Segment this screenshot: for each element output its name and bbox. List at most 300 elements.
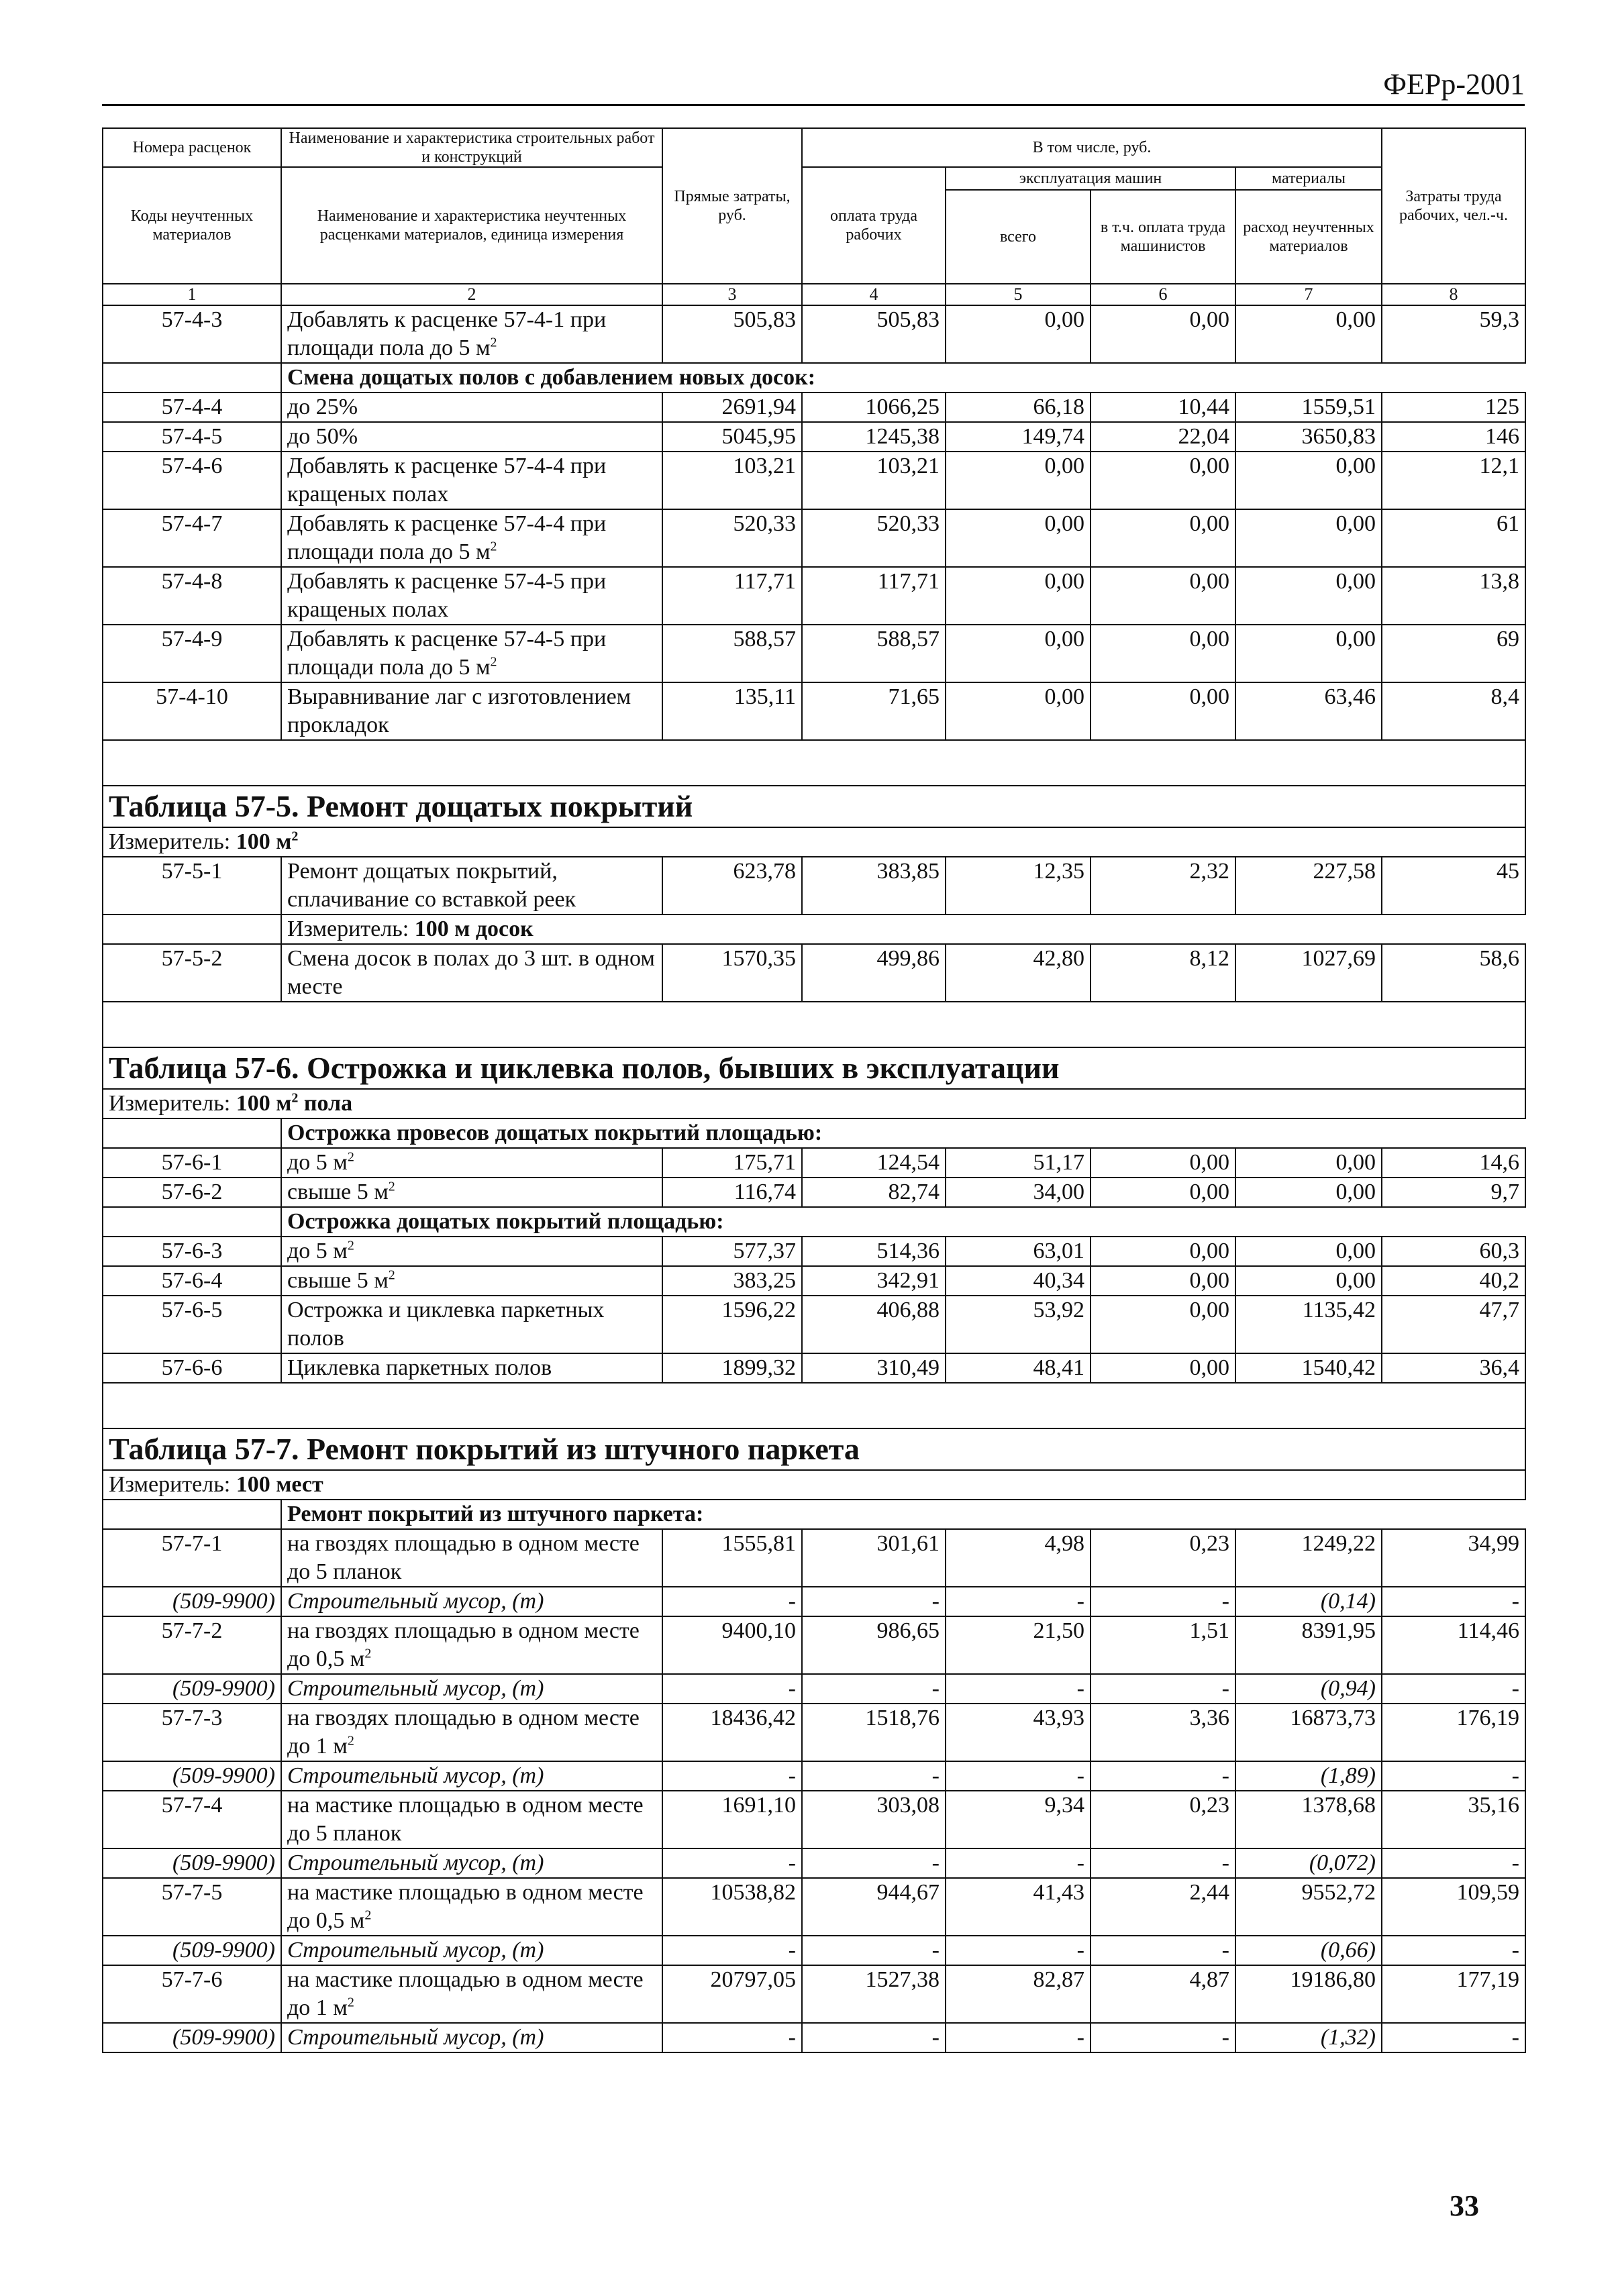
superscript: 2	[490, 539, 497, 554]
work-description	[281, 1704, 662, 1761]
rate-code: 57-4-6	[103, 452, 281, 509]
value-cell: 0,00	[1235, 1266, 1382, 1296]
value-cell: 301,61	[802, 1529, 946, 1587]
value-cell: 0,00	[946, 509, 1091, 567]
value-cell: 60,3	[1382, 1237, 1525, 1266]
rate-row	[103, 1237, 1525, 1266]
value-cell: -	[1382, 1936, 1525, 1965]
spacer-cell	[103, 1002, 1525, 1047]
value-cell: 1540,42	[1235, 1353, 1382, 1383]
value-cell: -	[946, 1761, 1091, 1791]
col1-bottom-header: Коды неучтенных материалов	[103, 167, 281, 284]
unit-value: 100 мест	[236, 1472, 323, 1497]
superscript: 2	[388, 1179, 395, 1194]
empty-cell	[103, 1500, 281, 1529]
value-cell: -	[662, 1936, 802, 1965]
description-text: на гвоздях площадью в одном месте до 0,5 м	[287, 1618, 640, 1671]
value-cell: 1,51	[1091, 1616, 1235, 1674]
direct-costs-header: Прямые затраты, руб.	[662, 128, 802, 284]
section-row	[103, 1118, 1525, 1148]
section-heading: Острожка провесов дощатых покрытий площадью:	[281, 1118, 1525, 1148]
description-text: Строительный мусор, (т)	[287, 1938, 544, 1963]
value-cell: 125	[1382, 393, 1525, 422]
material-code: (509-9900)	[103, 1761, 281, 1791]
rate-row	[103, 452, 1525, 509]
rate-row	[103, 1965, 1525, 2023]
rate-row	[103, 1178, 1525, 1207]
column-numbers-row	[103, 284, 1525, 305]
rate-row	[103, 1353, 1525, 1383]
value-cell: 1596,22	[662, 1296, 802, 1353]
work-description	[281, 509, 662, 567]
work-description	[281, 422, 662, 452]
value-cell: -	[946, 2023, 1091, 2052]
document-code-header	[102, 67, 1525, 106]
material-row	[103, 1936, 1525, 1965]
value-cell: 45	[1382, 857, 1525, 915]
value-cell: 3650,83	[1235, 422, 1382, 452]
value-cell: (0,94)	[1235, 1674, 1382, 1704]
value-cell: -	[946, 1936, 1091, 1965]
work-description	[281, 682, 662, 740]
value-cell: 8,12	[1091, 944, 1235, 1002]
rate-row	[103, 1296, 1525, 1353]
empty-cell	[103, 1118, 281, 1148]
table-title: Таблица 57-5. Ремонт дощатых покрытий	[103, 786, 1525, 827]
rate-row	[103, 857, 1525, 915]
value-cell: 9552,72	[1235, 1878, 1382, 1936]
description-text: на мастике площадью в одном месте до 1 м	[287, 1967, 644, 2020]
value-cell: 2,32	[1091, 857, 1235, 915]
measure-unit-row	[103, 1089, 1525, 1118]
superscript: 2	[364, 1908, 372, 1923]
value-cell: (0,072)	[1235, 1848, 1382, 1878]
unit-value: 100 м	[236, 1091, 292, 1116]
value-cell: -	[946, 1674, 1091, 1704]
work-description	[281, 1148, 662, 1178]
rate-row	[103, 1529, 1525, 1587]
superscript: 2	[490, 335, 497, 350]
value-cell: 0,00	[1235, 625, 1382, 682]
rate-code: 57-4-5	[103, 422, 281, 452]
rate-code: 57-6-4	[103, 1266, 281, 1296]
work-description	[281, 305, 662, 363]
table-header	[103, 128, 1525, 305]
column-number: 6	[1091, 284, 1235, 305]
column-number: 1	[103, 284, 281, 305]
value-cell: 149,74	[946, 422, 1091, 452]
unit-tail: пола	[298, 1091, 353, 1116]
value-cell: 8,4	[1382, 682, 1525, 740]
rate-row	[103, 944, 1525, 1002]
value-cell: -	[1091, 1587, 1235, 1616]
description-text: свыше 5 м	[287, 1180, 389, 1204]
table-title-row	[103, 1047, 1525, 1089]
superscript: 2	[490, 654, 497, 670]
value-cell: 0,00	[946, 625, 1091, 682]
description-text: Строительный мусор, (т)	[287, 1676, 544, 1701]
value-cell: -	[662, 1761, 802, 1791]
rate-row	[103, 567, 1525, 625]
value-cell: 34,00	[946, 1178, 1091, 1207]
empty-cell	[103, 915, 281, 944]
value-cell: 986,65	[802, 1616, 946, 1674]
table-title-row	[103, 786, 1525, 827]
value-cell: -	[802, 1848, 946, 1878]
value-cell: 5045,95	[662, 422, 802, 452]
value-cell: 135,11	[662, 682, 802, 740]
value-cell: -	[802, 1936, 946, 1965]
value-cell: 36,4	[1382, 1353, 1525, 1383]
value-cell: 116,74	[662, 1178, 802, 1207]
materials-header: материалы	[1235, 167, 1382, 190]
value-cell: 499,86	[802, 944, 946, 1002]
value-cell: 1570,35	[662, 944, 802, 1002]
work-description	[281, 393, 662, 422]
value-cell: (1,32)	[1235, 2023, 1382, 2052]
work-description	[281, 1616, 662, 1674]
in-total-header: В том числе, руб.	[802, 128, 1382, 167]
material-description	[281, 1761, 662, 1791]
material-row	[103, 1674, 1525, 1704]
unit-label: Измеритель:	[109, 829, 236, 854]
value-cell: 0,00	[1091, 1148, 1235, 1178]
column-number: 3	[662, 284, 802, 305]
value-cell: 1899,32	[662, 1353, 802, 1383]
value-cell: 61	[1382, 509, 1525, 567]
value-cell: 0,00	[1235, 1148, 1382, 1178]
column-number: 2	[281, 284, 662, 305]
value-cell: 623,78	[662, 857, 802, 915]
description-text: Выравнивание лаг с изготовлением прокладок	[287, 684, 631, 737]
empty-cell	[103, 363, 281, 393]
value-cell: 22,04	[1091, 422, 1235, 452]
value-cell: 0,00	[1235, 452, 1382, 509]
description-text: на гвоздях площадью в одном месте до 1 м	[287, 1706, 640, 1759]
value-cell: 0,00	[1091, 509, 1235, 567]
rate-code: 57-6-6	[103, 1353, 281, 1383]
value-cell: 146	[1382, 422, 1525, 452]
value-cell: 82,74	[802, 1178, 946, 1207]
rate-code: 57-6-5	[103, 1296, 281, 1353]
value-cell: (1,89)	[1235, 1761, 1382, 1791]
material-description	[281, 1587, 662, 1616]
table-body	[103, 305, 1525, 2052]
column-number: 4	[802, 284, 946, 305]
value-cell: 1691,10	[662, 1791, 802, 1848]
value-cell: 1518,76	[802, 1704, 946, 1761]
value-cell: 66,18	[946, 393, 1091, 422]
empty-cell	[103, 1207, 281, 1237]
column-number: 7	[1235, 284, 1382, 305]
value-cell: 9400,10	[662, 1616, 802, 1674]
value-cell: 177,19	[1382, 1965, 1525, 2023]
value-cell: 0,00	[1091, 1178, 1235, 1207]
value-cell: 82,87	[946, 1965, 1091, 2023]
table-title: Таблица 57-6. Острожка и циклевка полов, бывших в эксплуатации	[103, 1047, 1525, 1089]
superscript: 2	[347, 1733, 354, 1749]
value-cell: 0,00	[1091, 1266, 1235, 1296]
work-description	[281, 1178, 662, 1207]
value-cell: 63,46	[1235, 682, 1382, 740]
value-cell: 13,8	[1382, 567, 1525, 625]
measure-unit	[103, 1089, 1525, 1118]
machines-header: эксплуатация машин	[946, 167, 1235, 190]
work-description	[281, 1266, 662, 1296]
section-row	[103, 363, 1525, 393]
value-cell: (0,14)	[1235, 1587, 1382, 1616]
material-row	[103, 1761, 1525, 1791]
material-description	[281, 1848, 662, 1878]
rate-row	[103, 1704, 1525, 1761]
value-cell: 103,21	[662, 452, 802, 509]
page-number: 33	[1450, 2189, 1479, 2222]
value-cell: 505,83	[802, 305, 946, 363]
description-text: Строительный мусор, (т)	[287, 2025, 544, 2050]
description-text: до 25%	[287, 395, 358, 419]
description-text: на мастике площадью в одном месте до 0,5 м	[287, 1880, 644, 1933]
value-cell: -	[1091, 1848, 1235, 1878]
rates-table	[102, 127, 1526, 2053]
description-text: Добавлять к расценке 57-4-5 при площади пола до 5 м	[287, 627, 607, 680]
rate-row	[103, 509, 1525, 567]
value-cell: 48,41	[946, 1353, 1091, 1383]
value-cell: 19186,80	[1235, 1965, 1382, 2023]
value-cell: 0,00	[946, 305, 1091, 363]
col1-top-header: Номера расценок	[103, 128, 281, 167]
material-code: (509-9900)	[103, 2023, 281, 2052]
work-description	[281, 1529, 662, 1587]
value-cell: -	[1091, 1936, 1235, 1965]
value-cell: 1245,38	[802, 422, 946, 452]
value-cell: -	[1091, 1761, 1235, 1791]
description-text: Добавлять к расценке 57-4-4 при кращеных полах	[287, 454, 607, 507]
value-cell: 0,00	[1091, 452, 1235, 509]
value-cell: -	[802, 1761, 946, 1791]
measure-unit-row	[103, 1470, 1525, 1500]
material-code: (509-9900)	[103, 1674, 281, 1704]
description-text: свыше 5 м	[287, 1268, 389, 1293]
value-cell: 0,23	[1091, 1791, 1235, 1848]
value-cell: -	[1091, 1674, 1235, 1704]
material-code: (509-9900)	[103, 1848, 281, 1878]
value-cell: 43,93	[946, 1704, 1091, 1761]
value-cell: 0,00	[1091, 1353, 1235, 1383]
value-cell: 310,49	[802, 1353, 946, 1383]
table-title: Таблица 57-7. Ремонт покрытий из штучного паркета	[103, 1428, 1525, 1470]
rate-code: 57-5-1	[103, 857, 281, 915]
work-description	[281, 1878, 662, 1936]
value-cell: 10538,82	[662, 1878, 802, 1936]
value-cell: 505,83	[662, 305, 802, 363]
description-text: Строительный мусор, (т)	[287, 1850, 544, 1875]
material-code: (509-9900)	[103, 1587, 281, 1616]
rate-code: 57-4-7	[103, 509, 281, 567]
value-cell: 47,7	[1382, 1296, 1525, 1353]
superscript: 2	[364, 1646, 372, 1661]
value-cell: -	[662, 1848, 802, 1878]
value-cell: 0,00	[1235, 509, 1382, 567]
value-cell: 2691,94	[662, 393, 802, 422]
rate-row	[103, 393, 1525, 422]
description-text: Острожка и циклевка паркетных полов	[287, 1298, 605, 1351]
material-row	[103, 2023, 1525, 2052]
superscript: 2	[388, 1267, 395, 1283]
unit-heading	[281, 915, 1525, 944]
work-description	[281, 1791, 662, 1848]
value-cell: 0,00	[1235, 1178, 1382, 1207]
superscript: 2	[347, 1149, 354, 1165]
value-cell: 176,19	[1382, 1704, 1525, 1761]
value-cell: 0,23	[1091, 1529, 1235, 1587]
value-cell: 0,00	[1091, 567, 1235, 625]
rate-code: 57-4-10	[103, 682, 281, 740]
work-description	[281, 944, 662, 1002]
value-cell: 0,00	[1235, 1237, 1382, 1266]
work-description	[281, 452, 662, 509]
value-cell: 9,34	[946, 1791, 1091, 1848]
doc-code: ФЕРр-2001	[1383, 68, 1525, 101]
value-cell: -	[946, 1587, 1091, 1616]
rate-row	[103, 1266, 1525, 1296]
value-cell: 12,1	[1382, 452, 1525, 509]
value-cell: 18436,42	[662, 1704, 802, 1761]
spacer-cell	[103, 740, 1525, 786]
value-cell: -	[1382, 1674, 1525, 1704]
value-cell: 1555,81	[662, 1529, 802, 1587]
value-cell: -	[802, 1587, 946, 1616]
rate-code: 57-7-6	[103, 1965, 281, 2023]
value-cell: 16873,73	[1235, 1704, 1382, 1761]
work-description	[281, 1965, 662, 2023]
rate-code: 57-4-8	[103, 567, 281, 625]
value-cell: 0,00	[946, 567, 1091, 625]
work-description	[281, 567, 662, 625]
value-cell: -	[802, 2023, 946, 2052]
column-number: 5	[946, 284, 1091, 305]
value-cell: 103,21	[802, 452, 946, 509]
value-cell: 14,6	[1382, 1148, 1525, 1178]
value-cell: 0,00	[946, 682, 1091, 740]
value-cell: 51,17	[946, 1148, 1091, 1178]
value-cell: -	[662, 1587, 802, 1616]
section-heading: Острожка дощатых покрытий площадью:	[281, 1207, 1525, 1237]
description-text: до 50%	[287, 424, 358, 449]
measure-unit	[103, 1470, 1525, 1500]
value-cell: 1066,25	[802, 393, 946, 422]
work-description	[281, 1296, 662, 1353]
superscript: 2	[291, 829, 299, 844]
value-cell: 41,43	[946, 1878, 1091, 1936]
value-cell: 588,57	[662, 625, 802, 682]
work-description	[281, 1353, 662, 1383]
column-number: 8	[1382, 284, 1525, 305]
measure-unit-row	[103, 827, 1525, 857]
value-cell: 0,00	[1091, 305, 1235, 363]
description-text: Ремонт дощатых покрытий, сплачивание со вставкой реек	[287, 859, 576, 912]
rate-code: 57-7-5	[103, 1878, 281, 1936]
col2-top-header: Наименование и характеристика строительных работ и конструкций	[281, 128, 662, 167]
value-cell: 944,67	[802, 1878, 946, 1936]
value-cell: 1527,38	[802, 1965, 946, 2023]
rate-row	[103, 1878, 1525, 1936]
description-text: до 5 м	[287, 1150, 348, 1175]
rate-code: 57-5-2	[103, 944, 281, 1002]
section-row	[103, 1500, 1525, 1529]
value-cell: 114,46	[1382, 1616, 1525, 1674]
spacer-row	[103, 1002, 1525, 1047]
value-cell: -	[946, 1848, 1091, 1878]
value-cell: 69	[1382, 625, 1525, 682]
value-cell: (0,66)	[1235, 1936, 1382, 1965]
value-cell: 1249,22	[1235, 1529, 1382, 1587]
value-cell: 175,71	[662, 1148, 802, 1178]
value-cell: 383,25	[662, 1266, 802, 1296]
description-text: Смена досок в полах до 3 шт. в одном месте	[287, 946, 655, 999]
value-cell: 71,65	[802, 682, 946, 740]
value-cell: 520,33	[802, 509, 946, 567]
value-cell: 4,87	[1091, 1965, 1235, 2023]
value-cell: 577,37	[662, 1237, 802, 1266]
value-cell: -	[1382, 2023, 1525, 2052]
value-cell: 12,35	[946, 857, 1091, 915]
value-cell: 1027,69	[1235, 944, 1382, 1002]
value-cell: 0,00	[1091, 682, 1235, 740]
description-text: Строительный мусор, (т)	[287, 1589, 544, 1614]
value-cell: 0,00	[1235, 567, 1382, 625]
value-cell: 0,00	[1235, 305, 1382, 363]
unit-value: 100 м	[236, 829, 292, 854]
material-code: (509-9900)	[103, 1936, 281, 1965]
value-cell: 42,80	[946, 944, 1091, 1002]
work-description	[281, 1237, 662, 1266]
rate-code: 57-4-3	[103, 305, 281, 363]
rate-code: 57-4-9	[103, 625, 281, 682]
unit-label: Измеритель:	[109, 1472, 236, 1497]
value-cell: 1378,68	[1235, 1791, 1382, 1848]
description-text: Добавлять к расценке 57-4-4 при площади пола до 5 м	[287, 511, 607, 564]
description-text: Циклевка паркетных полов	[287, 1355, 552, 1380]
superscript: 2	[347, 1995, 354, 2010]
material-description	[281, 1936, 662, 1965]
rate-row	[103, 1791, 1525, 1848]
rate-row	[103, 1148, 1525, 1178]
spacer-cell	[103, 1383, 1525, 1428]
value-cell: 117,71	[802, 567, 946, 625]
measure-unit	[103, 827, 1525, 857]
value-cell: 35,16	[1382, 1791, 1525, 1848]
material-row	[103, 1848, 1525, 1878]
value-cell: 10,44	[1091, 393, 1235, 422]
value-cell: 53,92	[946, 1296, 1091, 1353]
rate-code: 57-7-1	[103, 1529, 281, 1587]
rate-code: 57-6-2	[103, 1178, 281, 1207]
value-cell: -	[662, 1674, 802, 1704]
value-cell: 40,34	[946, 1266, 1091, 1296]
value-cell: -	[1091, 2023, 1235, 2052]
col2-bottom-header: Наименование и характеристика неучтенных расценками материалов, единица измерения	[281, 167, 662, 284]
value-cell: 4,98	[946, 1529, 1091, 1587]
rate-code: 57-7-4	[103, 1791, 281, 1848]
value-cell: 0,00	[1091, 1237, 1235, 1266]
value-cell: 1135,42	[1235, 1296, 1382, 1353]
superscript: 2	[291, 1090, 299, 1106]
value-cell: 514,36	[802, 1237, 946, 1266]
description-text: Добавлять к расценке 57-4-1 при площади пола до 5 м	[287, 307, 607, 360]
value-cell: -	[1382, 1587, 1525, 1616]
unit-value: 100 м досок	[414, 917, 534, 941]
value-cell: 59,3	[1382, 305, 1525, 363]
